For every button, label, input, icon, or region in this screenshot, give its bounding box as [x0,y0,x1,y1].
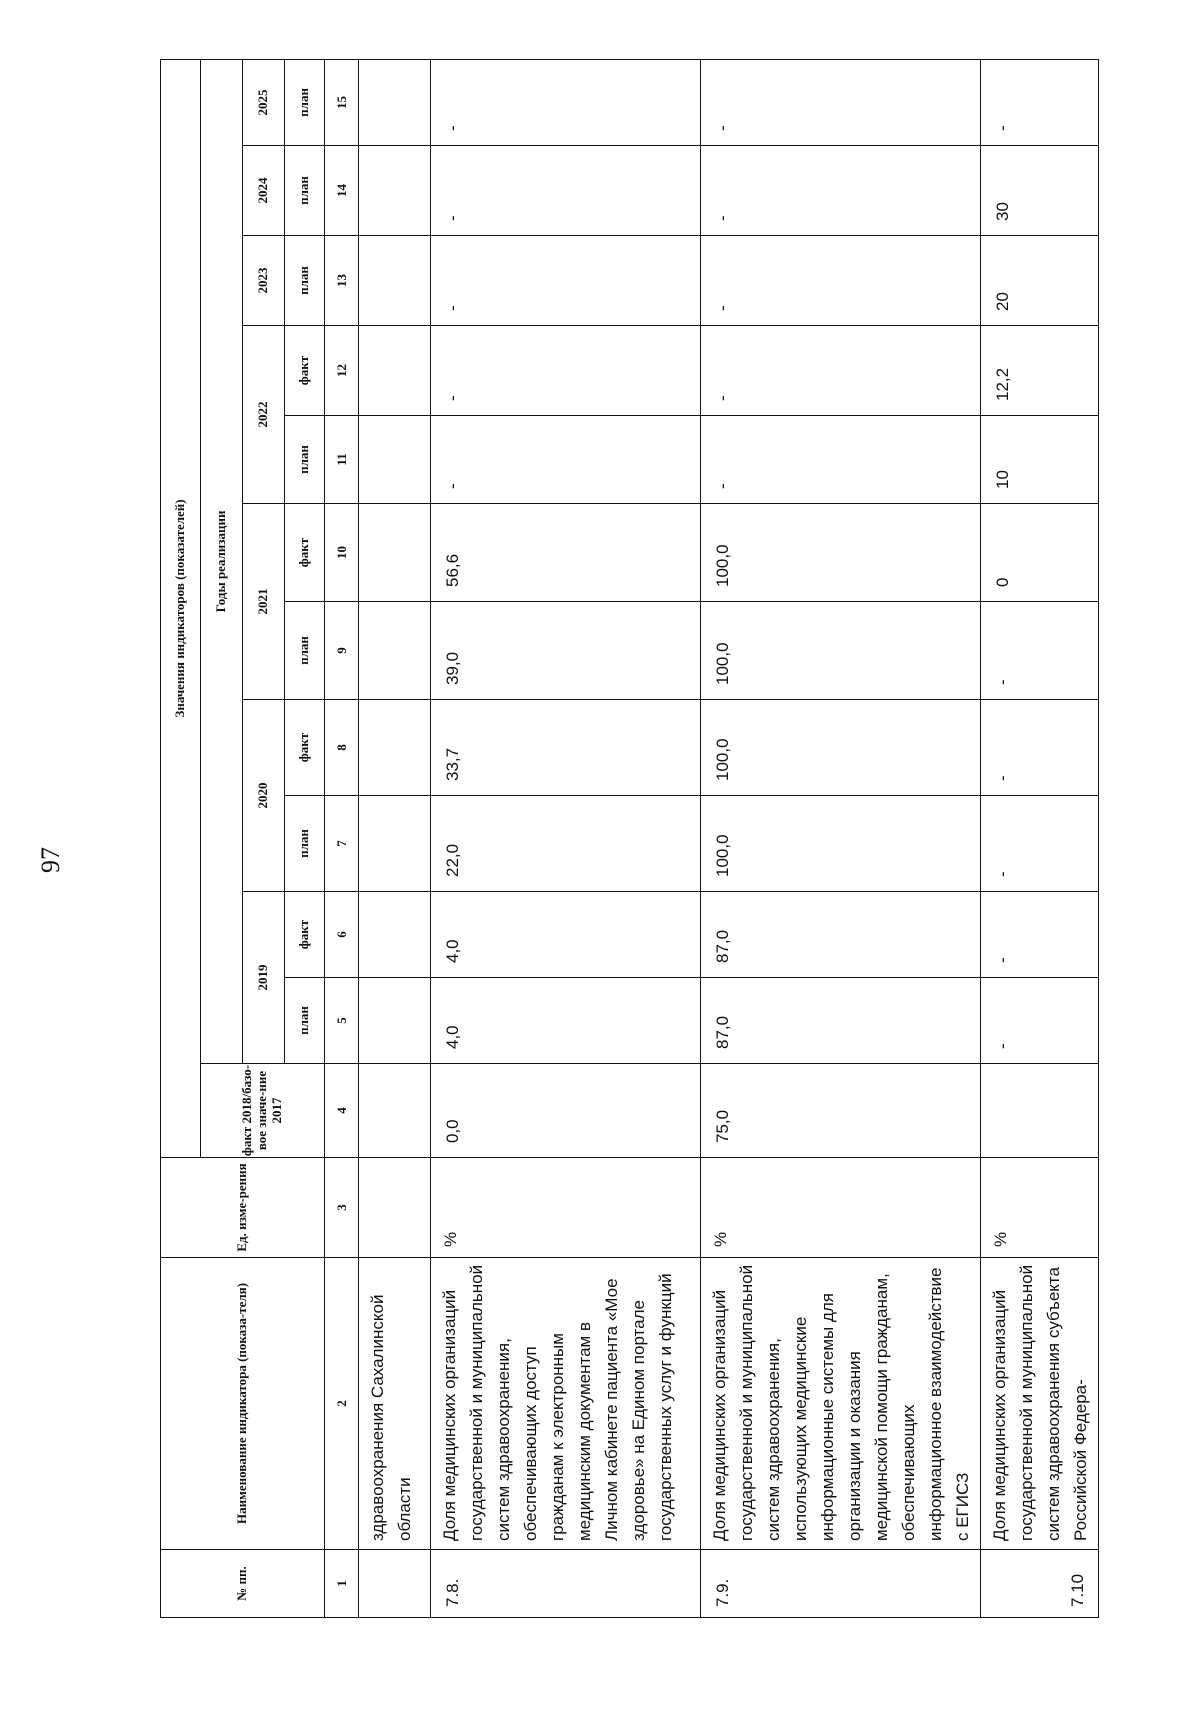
table-row [431,59,701,1617]
value-2022-plan: - [701,416,981,504]
header-plan: план [285,796,325,892]
table-row [981,59,1099,1617]
value-2020-fact: 100,0 [701,700,981,796]
column-number: 14 [325,146,359,236]
indicator-unit [359,1158,431,1258]
value-2020-plan: 100,0 [701,796,981,892]
indicator-name: Доля медицинских организаций государственной и муниципальной систем здравоохранения, обеспечивающих доступ гражданам к электронным медицинским документам в Личном кабинете пациента «Мое здоровье» на Едином портале государственных услуг и функций [431,1258,701,1550]
header-row-1 [161,59,201,1617]
header-year-2025: 2025 [243,59,285,145]
header-year-2022: 2022 [243,326,285,504]
column-number: 8 [325,700,359,796]
header-num: № пп. [161,1550,325,1618]
indicator-unit: % [981,1158,1099,1258]
column-number: 7 [325,796,359,892]
value-2022-fact: 12,2 [981,326,1099,416]
value-2024-plan: 30 [981,146,1099,236]
header-plan: план [285,978,325,1064]
value-2022-fact: - [431,326,701,416]
value-2022-fact [359,326,431,416]
indicator-unit: % [701,1158,981,1258]
column-number: 12 [325,326,359,416]
header-fact: факт [285,892,325,978]
value-2025-plan: - [431,59,701,145]
value-2019-fact [359,892,431,978]
column-number: 5 [325,978,359,1064]
row-number: 7.9. [701,1550,981,1618]
indicator-name: Доля медицинских организаций государственной и муниципальной систем здравоохранения, использующих медицинские информационные системы для организации и оказания медицинской помощи гражданам, обеспечивающих информационное взаимодействие с ЕГИСЗ [701,1258,981,1550]
table-viewport [160,60,1090,1618]
value-2021-plan: - [981,602,1099,700]
value-2020-plan [359,796,431,892]
value-2019-plan: 4,0 [431,978,701,1064]
value-2021-fact [359,504,431,602]
value-2024-plan: - [431,146,701,236]
header-year-2021: 2021 [243,504,285,700]
value-base [981,1064,1099,1158]
value-2025-plan: - [981,59,1099,145]
value-2020-fact [359,700,431,796]
value-2020-fact: - [981,700,1099,796]
indicator-name: здравоохранения Сахалинской области [359,1258,431,1550]
value-base [359,1064,431,1158]
value-2019-fact: 4,0 [431,892,701,978]
value-2024-plan [359,146,431,236]
value-base: 0,0 [431,1064,701,1158]
value-2021-plan [359,602,431,700]
header-plan: план [285,602,325,700]
header-plan: план [285,146,325,236]
column-number: 11 [325,416,359,504]
header-year-2024: 2024 [243,146,285,236]
value-2021-plan: 100,0 [701,602,981,700]
header-plan: план [285,59,325,145]
header-years-group: Годы реализации [201,59,243,1063]
indicator-unit: % [431,1158,701,1258]
column-number: 9 [325,602,359,700]
value-2019-fact: 87,0 [701,892,981,978]
header-fact: факт [285,700,325,796]
value-base: 75,0 [701,1064,981,1158]
value-2019-plan [359,978,431,1064]
header-plan: план [285,236,325,326]
row-number [359,1550,431,1618]
indicator-name: Доля медицинских организаций государственной и муниципальной систем здравоохранения субъекта Российской Федера- [981,1258,1099,1550]
table-row [359,59,431,1617]
value-2022-plan: - [431,416,701,504]
value-2023-plan: - [701,236,981,326]
value-2024-plan: - [701,146,981,236]
value-2020-plan: - [981,796,1099,892]
value-2023-plan: 20 [981,236,1099,326]
column-number: 4 [325,1064,359,1158]
header-fact: факт [285,504,325,602]
page-number: 97 [36,847,65,873]
header-year-2019: 2019 [243,892,285,1064]
table-row [701,59,981,1617]
column-number-row [325,59,359,1617]
value-2021-fact: 0 [981,504,1099,602]
header-year-2020: 2020 [243,700,285,892]
value-2019-fact: - [981,892,1099,978]
header-unit: Ед. изме-рения [161,1158,325,1258]
row-number: 7.8. [431,1550,701,1618]
header-year-2023: 2023 [243,236,285,326]
column-number: 2 [325,1258,359,1550]
value-2019-plan: 87,0 [701,978,981,1064]
value-2023-plan: - [431,236,701,326]
value-2021-fact: 56,6 [431,504,701,602]
column-number: 3 [325,1158,359,1258]
column-number: 1 [325,1550,359,1618]
value-2022-plan: 10 [981,416,1099,504]
header-values-group: Значения индикаторов (показателей) [161,59,201,1157]
header-plan: план [285,416,325,504]
value-2025-plan: - [701,59,981,145]
header-fact: факт [285,326,325,416]
rotated-table-container [160,60,1090,1618]
column-number: 13 [325,236,359,326]
value-2025-plan [359,59,431,145]
value-2021-fact: 100,0 [701,504,981,602]
value-2020-plan: 22,0 [431,796,701,892]
column-number: 10 [325,504,359,602]
header-base: факт 2018/базо-вое значе-ние 2017 [201,1064,325,1158]
row-number: 7.10 [981,1550,1099,1618]
value-2019-plan: - [981,978,1099,1064]
indicators-table [160,59,1099,1618]
value-2022-fact: - [701,326,981,416]
value-2023-plan [359,236,431,326]
value-2021-plan: 39,0 [431,602,701,700]
value-2020-fact: 33,7 [431,700,701,796]
header-name: Наименование индикатора (показа-теля) [161,1258,325,1550]
column-number: 15 [325,59,359,145]
value-2022-plan [359,416,431,504]
column-number: 6 [325,892,359,978]
